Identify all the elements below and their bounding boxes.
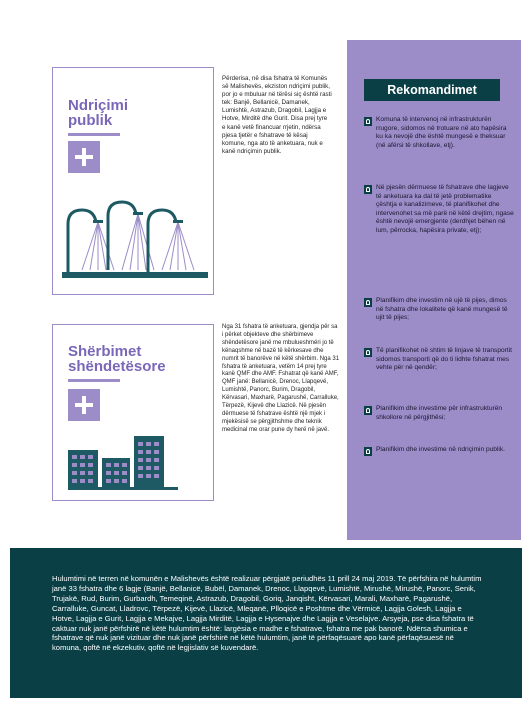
title-underline [68, 133, 120, 136]
recommendation-bullet-icon [364, 117, 372, 126]
recommendations-panel [347, 40, 521, 540]
recommendation-bullet-icon [364, 447, 372, 456]
recommendation-text: Planifikim dhe investime për infrastrukturën shkollore në përgjithësi; [376, 405, 503, 421]
buildings-icon [68, 434, 178, 490]
health-services-title [68, 344, 166, 374]
recommendation-item [364, 297, 514, 323]
recommendation-bullet-icon [364, 185, 372, 194]
recommendation-item [364, 446, 514, 456]
recommendation-item [364, 347, 514, 373]
title-line-1: Ndriçimi [68, 97, 129, 114]
recommendation-text: Planifikim dhe investime në ndriçimin publik. [376, 446, 505, 453]
recommendation-bullet-icon [364, 348, 372, 357]
street-lighting-text: Përderisa, në disa fshatra të Komunës së Malishevës, ekziston ndriçimi publik, por jo e mbuluar në tërësi siç është rasti tek: Banjë, Bellanicë, Damanek, Lumishtë, Astrazub, Dragobil, Lagjja e Hotve, Mirditë dhe Gurit. Disa prej tyre e kanë vetë financuar rrjetin, ndërsa pjesa tjetër e fshatrave të kësaj komune, nga ato të anketuara, nuk e kanë ndriçimin publik. [222, 75, 332, 155]
title-line-1: Shërbimet [68, 343, 142, 360]
plus-icon [68, 389, 100, 421]
recommendation-text: Në pjesën dërmuese të fshatrave dhe lagjeve të anketuara ka dal të jetë problematike çështja e kanalizimeve, të planifikohet dhe intervenohet sa më parë në këtë drejtim, ngase është nevojë emergjente (derdhjet bëhen në lum, përrocka, hapësira private, etj); [376, 184, 514, 234]
recommendation-bullet-icon [364, 298, 372, 307]
street-lighting-title [68, 98, 128, 128]
recommendation-item [364, 184, 514, 236]
title-underline [68, 379, 120, 382]
methodology-text: Hulumtimi në terren në komunën e Malishevës është realizuar përgjatë periudhës 11 prill 24 maj 2019. Të përfshira në hulumtim janë 33 fshatra dhe 6 lagje (Banjë, Bellanicë, Bubël, Damanek, Drenoc, Llapqevë, Lumishtë, Mirushë, Mirushë, Panorc, Senik, Trujakë, Rud, Burim, Gurbardh, Temeqinë, Astrazub, Dragobil, Goriq, Janqisht, Kërvasari, Marali, Maxharë, Pagarushë, Carralluke, Guncat, Lladrovc, Tërpezë, Kijevë, Llazicë, Mleqanë, Plloqicë e Poshtme dhe Vërmicë, Lagjja Golesh, Lagjja e Hotve, Lagjja e Gurit, Lagjja e Mekajve, Lagjja Mirditë, Lagjja e Hysenajve dhe Lagjja e Veselajve. Arsyeja, pse disa fshatra të caktuar nuk janë përfshirë në këtë hulumtim është: largësia e madhe e fshatrave, fshatra me pak banorë. Ndërsa shumica e fshatrave që nuk janë vizituar dhe nuk janë përfshirë në këtë hulumtim, janë të përfaqësuarë apo kanë përfaqësuesë në komuna, qoftë në ekzekutiv, qoftë në legjislativ së kuvendarë. [52, 574, 482, 653]
recommendation-item [364, 405, 514, 422]
health-services-text: Nga 31 fshatra të anketuara, gjendja për sa i përket objekteve dhe shërbimeve shëndetësore janë me mbulueshmëri jo të kënaqshme në bazë të kërkesave dhe numrit të banorëve në këtë shërbim. Nga 31 fshatra të anketuara, vetëm 14 prej tyre kanë QMF dhe AMF. Fshatrat që kanë AMF, QMF janë: Bellanicë, Drenoc, Llapqevë, Lumishtë, Panorc, Burim, Dragobil, Kërvasari, Maxharë, Pagarushë, Carralluke, Tërpezë, Kijevë dhe Llazicë. Në pjesën dërmuese të fshatrave është një mjek i mjekësisë se përgjithshme dhe teknik medicinal me orar pune dy herë në javë. [222, 324, 340, 433]
title-line-2: publik [68, 112, 113, 129]
street-lamp-icon [62, 196, 208, 280]
recommendation-text: Planifikim dhe investim në ujë të pijes, dimos në fshatra dhe lokalitete që kanë mungesë të ujit të pijes; [376, 297, 508, 322]
recommendations-title: Rekomandimet [364, 79, 500, 101]
recommendation-text: Komuna të intervenoj në infrastrukturën rrugore, sidomos në trotuare në ato hapësira ku ka nevojë dhe është mungesë e theksuar (në afërsi të shkollave, etj). [376, 116, 507, 149]
plus-icon [68, 141, 100, 173]
recommendation-bullet-icon [364, 406, 372, 415]
title-line-2: shëndetësore [68, 358, 166, 375]
recommendation-item [364, 116, 514, 150]
recommendation-text: Të planifikohet në shtim të linjave të transportit sidomos transporti që do ti lidhte fshatrat mes vehte për në qendër; [376, 347, 512, 372]
